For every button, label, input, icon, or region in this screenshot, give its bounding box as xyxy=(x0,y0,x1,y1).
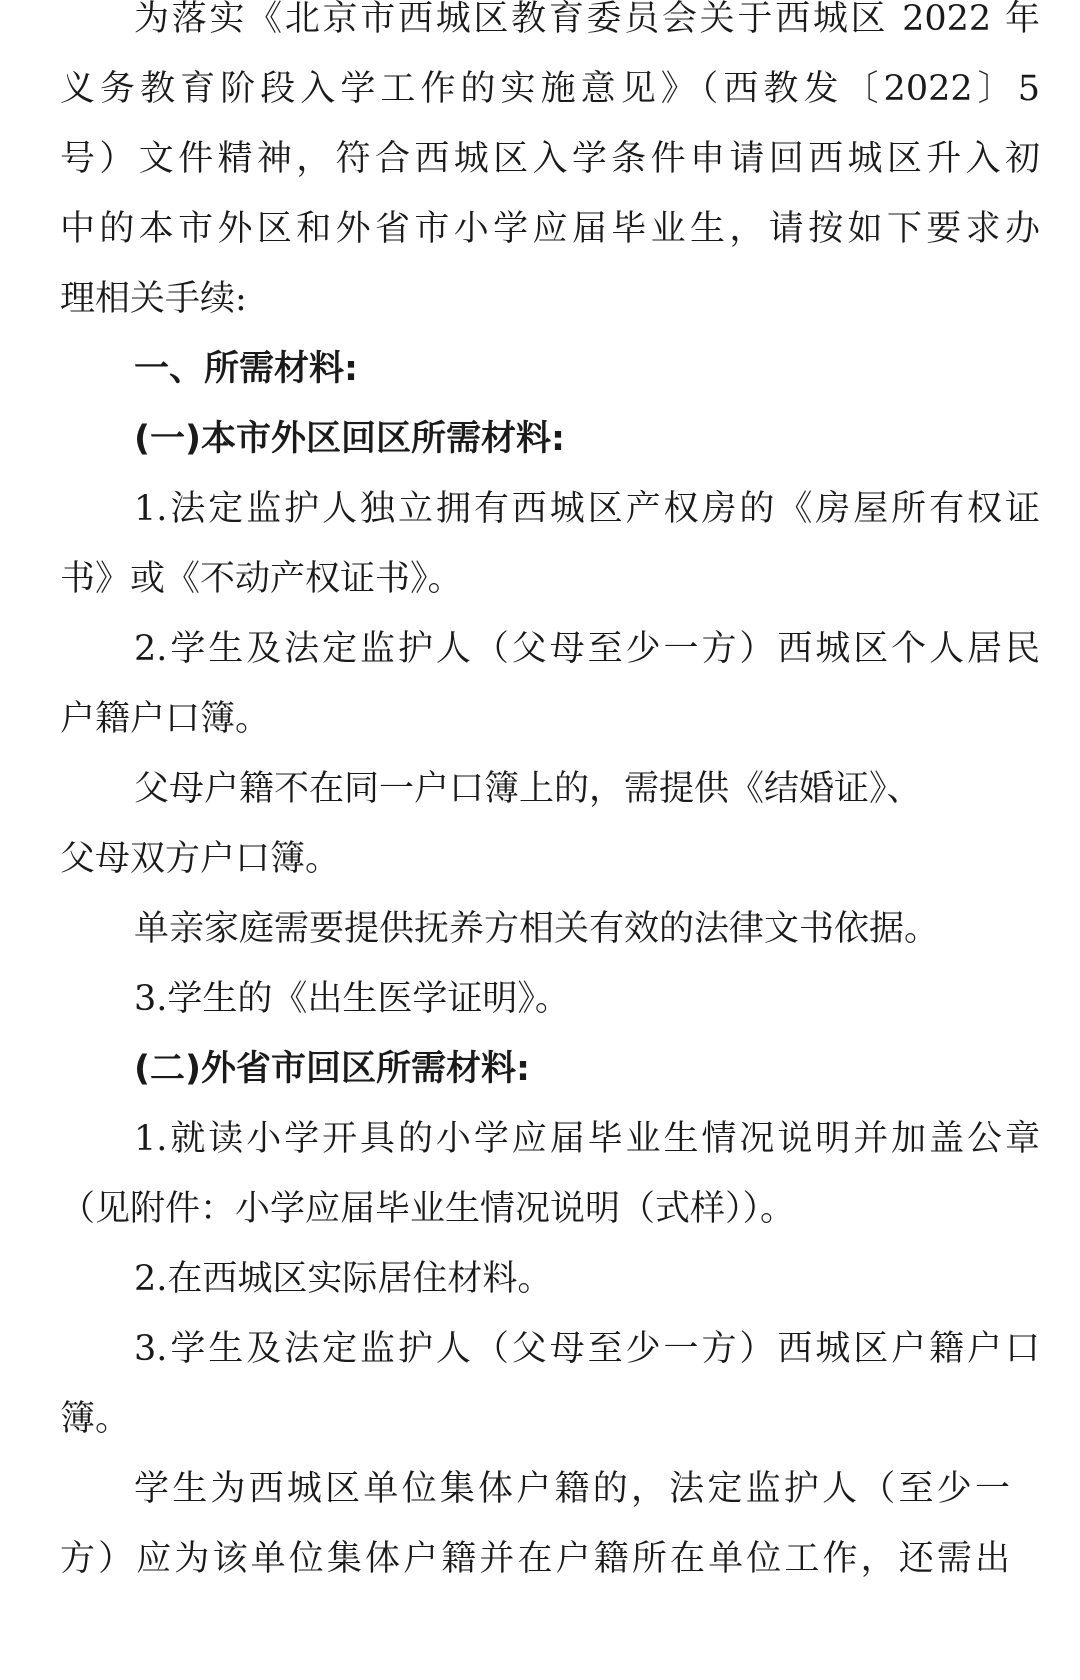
part1-note1-line1: 父母户籍不在同一户口簿上的，需提供《结婚证》、 xyxy=(134,769,922,809)
intro-line-4: 中的本市外区和外省市小学应届毕业生，请按如下要求办 xyxy=(60,209,1040,249)
intro-line-5: 理相关手续: xyxy=(60,279,247,319)
part2-item1-line1: 1.就读小学开具的小学应届毕业生情况说明并加盖公章 xyxy=(134,1119,1040,1159)
part2-note1-line2: 方）应为该单位集体户籍并在户籍所在单位工作，还需出 xyxy=(60,1539,1010,1579)
part2-item2: 2.在西城区实际居住材料。 xyxy=(134,1259,553,1299)
part1-note2: 单亲家庭需要提供抚养方相关有效的法律文书依据。 xyxy=(134,909,940,949)
part1-note1-line2: 父母双方户口簿。 xyxy=(60,839,341,879)
intro-line-2: 义务教育阶段入学工作的实施意见》（西教发〔2022〕5 xyxy=(60,69,1040,109)
section-heading: 一、所需材料: xyxy=(134,349,358,389)
part1-item2-line1: 2.学生及法定监护人（父母至少一方）西城区个人居民 xyxy=(134,629,1040,669)
subsection-heading-1: (一)本市外区回区所需材料: xyxy=(134,419,565,459)
intro-line-1: 为落实《北京市西城区教育委员会关于西城区 2022 年 xyxy=(134,0,1040,39)
part2-item1-line2: （见附件：小学应届毕业生情况说明（式样））。 xyxy=(60,1189,796,1229)
part1-item3: 3.学生的《出生医学证明》。 xyxy=(134,979,570,1019)
part1-item1-line1: 1.法定监护人独立拥有西城区产权房的《房屋所有权证 xyxy=(134,489,1040,529)
part2-item3-line2: 簿。 xyxy=(60,1399,131,1439)
intro-line-3: 号）文件精神，符合西城区入学条件申请回西城区升入初 xyxy=(60,139,1040,179)
part1-item1-line2: 书》或《不动产权证书》。 xyxy=(60,559,463,599)
part1-item2-line2: 户籍户口簿。 xyxy=(60,699,271,739)
part2-note1-line1: 学生为西城区单位集体户籍的，法定监护人（至少一 xyxy=(134,1469,1010,1509)
subsection-heading-2: (二)外省市回区所需材料: xyxy=(134,1049,530,1089)
part2-item3-line1: 3.学生及法定监护人（父母至少一方）西城区户籍户口 xyxy=(134,1329,1040,1369)
